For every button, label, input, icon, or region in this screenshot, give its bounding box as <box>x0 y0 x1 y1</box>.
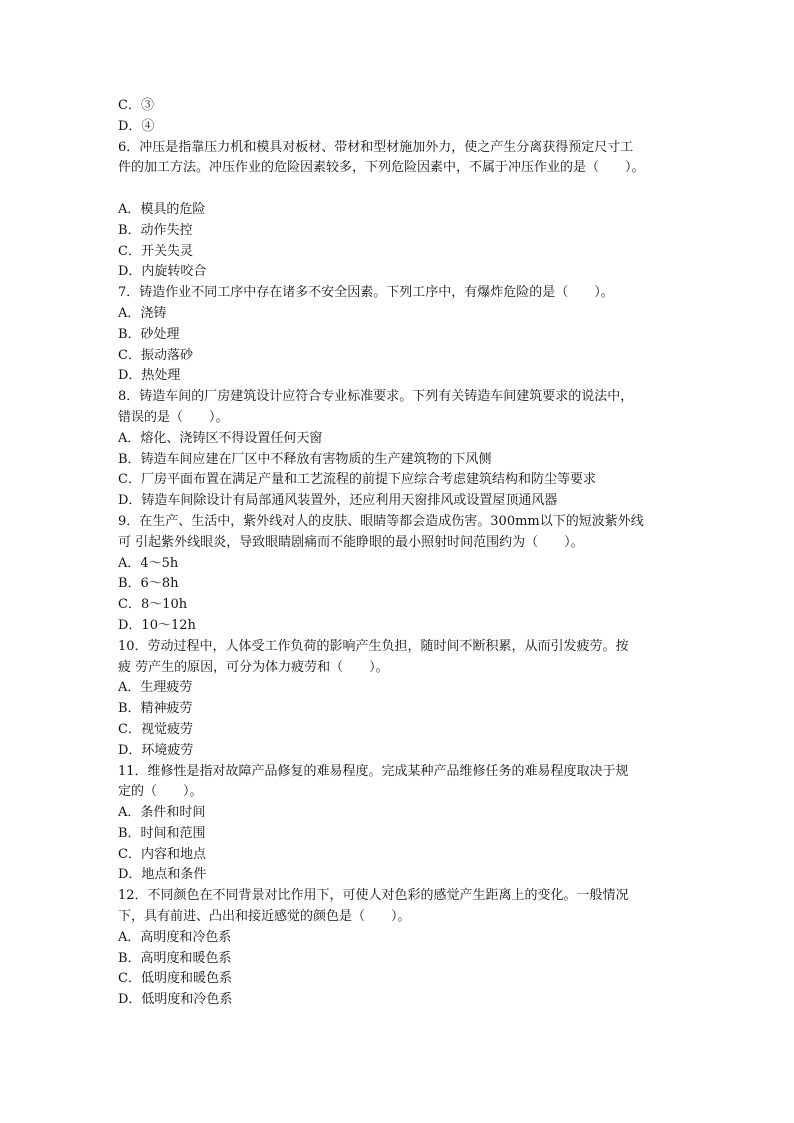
option-line: C．低明度和暖色系 <box>118 971 232 987</box>
text-line: 件的加工方法。冲压作业的危险因素较多，下列危险因素中，不属于冲压作业的是（ ）。 <box>118 160 645 176</box>
option-line: D．铸造车间除设计有局部通风装置外，还应利用天窗排风或设置屋顶通风器 <box>118 493 558 509</box>
option-line: C．振动落砂 <box>118 347 193 363</box>
option-line: D．环境疲劳 <box>118 742 194 758</box>
option-line: D．④ <box>118 118 155 134</box>
option-line: D．低明度和冷色系 <box>118 992 233 1008</box>
text-line: 定的（ ）。 <box>118 784 203 800</box>
option-line: C．8～10h <box>118 597 188 613</box>
text-line: 下，具有前进、凸出和接近感觉的颜色是（ ）。 <box>118 909 411 925</box>
question-line: 6．冲压是指靠压力机和模具对板材、带材和型材施加外力，使之产生分离获得预定尺寸工 <box>118 139 634 155</box>
option-line: D．10～12h <box>118 617 196 633</box>
question-line: 12．不同颜色在不同背景对比作用下，可使人对色彩的感觉产生距离上的变化。一般情况 <box>118 888 629 904</box>
question-line: 11．维修性是指对故障产品修复的难易程度。完成某种产品维修任务的难易程度取决于规 <box>118 763 629 779</box>
option-line: B．高明度和暖色系 <box>118 950 232 966</box>
document-page <box>118 96 678 1011</box>
option-line: A．生理疲劳 <box>118 680 193 696</box>
option-line: A．条件和时间 <box>118 805 206 821</box>
question-line: 8．铸造车间的厂房建筑设计应符合专业标准要求。下列有关铸造车间建筑要求的说法中， <box>118 389 634 405</box>
option-line: C．③ <box>118 98 154 113</box>
option-line: C．厂房平面布置在满足产量和工艺流程的前提下应综合考虑建筑结构和防尘等要求 <box>118 472 596 488</box>
text-line: 疲 劳产生的原因，可分为体力疲劳和（ ）。 <box>118 659 389 675</box>
option-line: D．内旋转咬合 <box>118 264 207 280</box>
text-line: 错误的是（ ）。 <box>118 409 229 425</box>
text-line: 可 引起紫外线眼炎，导致眼睛剧痛而不能睁眼的最小照射时间范围约为（ ）。 <box>118 534 584 550</box>
option-line: A．高明度和冷色系 <box>118 929 232 945</box>
option-line: B．砂处理 <box>118 326 180 342</box>
question-line: 7．铸造作业不同工序中存在诸多不安全因素。下列工序中，有爆炸危险的是（ ）。 <box>118 285 614 301</box>
option-line: C．视觉疲劳 <box>118 721 193 737</box>
option-line: D．地点和条件 <box>118 867 207 883</box>
option-line: C．内容和地点 <box>118 846 206 862</box>
option-line: A．浇铸 <box>118 305 167 321</box>
option-line: D．热处理 <box>118 368 181 384</box>
question-line: 10．劳动过程中，人体受工作负荷的影响产生负担，随时间不断积累，从而引发疲劳。按 <box>118 638 629 654</box>
option-line: B．铸造车间应建在厂区中不释放有害物质的生产建筑物的下风侧 <box>118 451 492 467</box>
option-line: B．6～8h <box>118 576 179 592</box>
option-line: B．时间和范围 <box>118 825 206 841</box>
question-line: 9．在生产、生活中，紫外线对人的皮肤、眼睛等都会造成伤害。300mm以下的短波紫外线 <box>118 513 644 529</box>
option-line: B．动作失控 <box>118 222 193 238</box>
option-line: A．熔化、浇铸区不得设置任何天窗 <box>118 430 323 446</box>
option-line: A．4～5h <box>118 555 179 571</box>
option-line: B．精神疲劳 <box>118 701 193 717</box>
blank-line <box>118 179 678 200</box>
option-line: C．开关失灵 <box>118 243 193 259</box>
option-line: A．模具的危险 <box>118 201 206 217</box>
